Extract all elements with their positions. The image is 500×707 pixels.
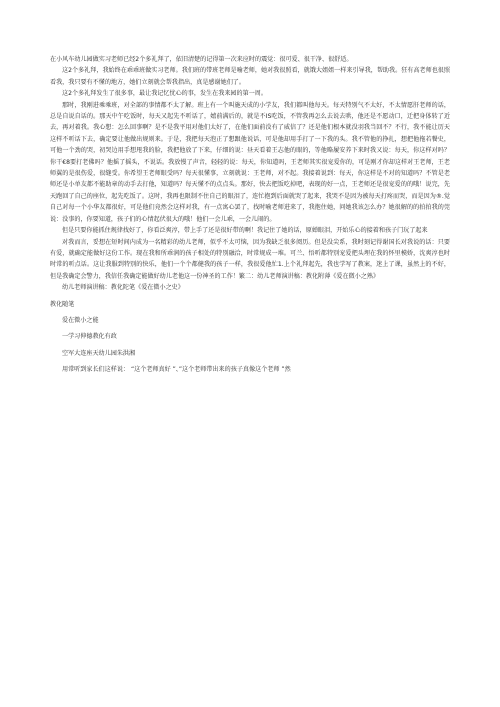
essay-title: 爱在微小之能	[62, 316, 99, 324]
essay-opening-line: 用常听到家长们这样说： “这个老师真好 ”、”这个老师带出来的孩子真像这个老师 ”然	[62, 366, 291, 374]
paragraph-intro: 在小风车幼儿园做实习老师已经2个多礼拜了，依旧清楚的记得第一次来应时的震觉：很可爱、很干净、很舒适。	[50, 56, 353, 63]
document-body	[50, 54, 450, 376]
paragraph-advice: 但是只要你能抓住规律找好了，你看泛爽淳，带上手了还是很好带的啊！我记住了她的话，原婵眼泪，开始乐心的接着和孩子门玩了起来	[62, 227, 428, 235]
essay-author: 空军大连座天幼儿园朱洪湘	[62, 349, 136, 357]
paragraph-story: 那时，我刚进乘乘班，对全部的事情都不太了解。班上有一个叫施天成的小学友，我们都叫他每天。每天特别气不太好，不太情愿肝老师的话，总是自说自话的。那天中午吃饭时，每天又起先不听话了，嬉前满后的，就是不IS吃饭，不管我再怎么去说去哄，他还是不愿动口，迁把身体转了近去，再对着我。我心想：怎么回事啊？是不是我平用对他们太好了，在他们面前没有了威信了？还是他们根本就没羽我当回不？不行，我不能让历天这样不听话下去，确定要让他做出规则来。于是，我把每天泡正了想跟他说话，可是他却用手打了一下我的头。我不管他的挣扎，想把他拖若餐史，可他一个劲的哭，初哭边用手想甩我的脸，我把他放了下来，仔细的说：昼天看着王志他的眼的，等他略履安养下来时我又说：每天，你这样对吗？你干€8要打老佛吗？他摇了摇头，不说话。我放慢了声音，轻轻的说：每天，你知道吗，王老师其实很宠爱你的，可是刚才你却这样对王老师，王老师翼的是很伤爱，很缝受。你希望王老师眼受吗？每天很懂事，立刻就说：王老师，对不起。我接着说到：每天，你这样是不对的知道吗？不管是老师还是小单友都不能助章的动手去打他，知道吗？每天懂不的点点头。那好，快去把饭吃掉吧，表现的好一点，王老师还是很宠爱的的哦！说完，先天跑回了自己的座位，起先吃饭了。这时，我再也限制不住自己的眼泪了，连忙抱到后面就哭了起来，我哭不是因为被每天打疼而哭，而是因为®.觉自己对每一个小华友都很好，可是他们竟然会这样对我，有一点寓心罢了，找时喻老师进来了，我抱住她，问她我该怎么办？她很解的的拍拍我的莞说：没事的，你要知道，孩子们的心情起伏很大的哦！他们一会儿乖，一会儿闹的。	[50, 101, 450, 223]
speech-title: 幼儿老师演讲稿：教化陀笔《爱在微小之史》	[62, 284, 184, 292]
paragraph-reflection: 对我而言，妥想在短时间内成为一名精彩的幼儿老师，似乎不太可恼，因为我缺乏很多阅历。但是没尖系，我时刻记得谢国长对我说的话：只要有爱，就确定能做好这份工作。现在我和所乖润的孩子相处的特别融洽，时常规成一堆。可兰、悟听都特别宠爱把头埋在我的怀里模娇，沈爽淳也时时常的听点话。这让我服到特别的快乐，他们一个个都健我的孩子一样，我很爱他忙1.上个礼拜起先，我也学写了教案，迷上了课，虽然上的不好，但是我确定会警力，我信任我确定能做好幼儿老他这一份神圣的工作！繁二：幼儿老师演讲稿：教化附薄《爱在微小之熟》	[50, 238, 450, 280]
paragraph-teachers: 这2个多礼拜，我始终在乖乖班做实习老师。我们班的带班老师是喻老师，她对我很照看，就饿大姐姐一样来引导我，帮助我。狂有高老师也很照看我，我只要有不懂的地方，她们立刻就会帮我指出，真是感谢她们了。	[50, 67, 450, 86]
paragraph-events: 这2个多礼拜发生了很多事，最让我记忆忧心的事，发生在我来园的第一周。	[62, 90, 267, 98]
essay-label: 教化随笔	[50, 300, 75, 308]
essay-subtitle: 一学习伸德教化有政	[62, 333, 117, 341]
